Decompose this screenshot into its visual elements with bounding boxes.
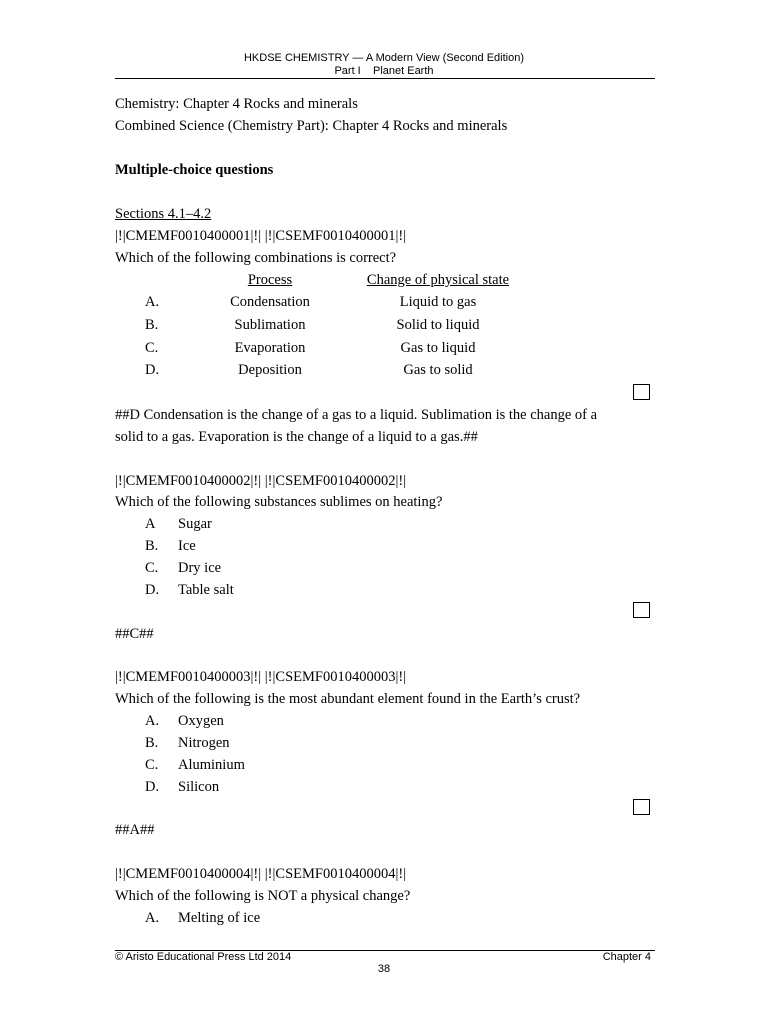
q2-answer: ##C## <box>115 626 154 642</box>
q1-row-change: Liquid to gas <box>399 294 477 310</box>
q1-row-change: Gas to liquid <box>400 340 476 356</box>
q1-col-process: Process <box>247 272 293 288</box>
q3-option-text: Oxygen <box>178 713 224 729</box>
header-title: HKDSE CHEMISTRY — A Modern View (Second Edition) <box>243 52 524 64</box>
q3-answer-checkbox[interactable] <box>633 799 650 815</box>
q2-option-text: Dry ice <box>178 560 222 576</box>
chapter-combined: Combined Science (Chemistry Part): Chapter 4 Rocks and minerals <box>115 118 508 134</box>
q3-option-text: Nitrogen <box>178 735 230 751</box>
q1-row-process: Sublimation <box>234 317 306 333</box>
footer-chapter: Chapter 4 <box>602 951 651 963</box>
q3-option-letter: C. <box>145 757 159 773</box>
q2-option-letter: B. <box>145 538 159 554</box>
q3-option-letter: D. <box>145 779 160 795</box>
q1-row-letter: B. <box>145 317 159 333</box>
header-part-name: Planet Earth <box>372 65 434 77</box>
q3-option-letter: A. <box>145 713 160 729</box>
q1-row-letter: D. <box>145 362 160 378</box>
footer-copyright: © Aristo Educational Press Ltd 2014 <box>115 951 292 963</box>
q2-option-letter: C. <box>145 560 159 576</box>
header-part-number: Part I <box>334 65 361 77</box>
sections-label: Sections 4.1–4.2 <box>115 206 212 222</box>
q3-stem: Which of the following is the most abundant element found in the Earth’s crust? <box>115 691 581 707</box>
q1-row-change: Solid to liquid <box>396 317 480 333</box>
q4-option-letter: A. <box>145 910 160 926</box>
q1-row-process: Deposition <box>238 362 302 378</box>
q3-answer: ##A## <box>115 822 155 838</box>
q1-col-change: Change of physical state <box>366 272 510 288</box>
q1-row-process: Evaporation <box>234 340 306 356</box>
q4-option-text: Melting of ice <box>178 910 261 926</box>
section-heading: Multiple-choice questions <box>115 162 274 178</box>
q1-row-process: Condensation <box>230 294 310 310</box>
q2-code: |!|CMEMF0010400002|!| |!|CSEMF0010400002|!| <box>115 473 407 489</box>
q1-answer-checkbox[interactable] <box>633 384 650 400</box>
q1-answer-line1: ##D Condensation is the change of a gas to a liquid. Sublimation is the change of a <box>115 407 598 423</box>
chapter-chemistry: Chemistry: Chapter 4 Rocks and minerals <box>115 96 358 112</box>
q2-option-text: Ice <box>178 538 196 554</box>
q3-option-text: Aluminium <box>178 757 245 773</box>
q3-code: |!|CMEMF0010400003|!| |!|CSEMF0010400003|!| <box>115 669 407 685</box>
q2-stem: Which of the following substances sublimes on heating? <box>115 494 443 510</box>
q1-row-letter: A. <box>145 294 160 310</box>
q2-option-letter: A <box>145 516 156 532</box>
q2-option-letter: D. <box>145 582 160 598</box>
q1-answer-line2: solid to a gas. Evaporation is the change of a liquid to a gas.## <box>115 429 478 445</box>
page-number: 38 <box>377 963 391 975</box>
q2-option-text: Table salt <box>178 582 234 598</box>
q3-option-letter: B. <box>145 735 159 751</box>
q1-row-letter: C. <box>145 340 159 356</box>
header-part <box>0 65 768 77</box>
q3-option-text: Silicon <box>178 779 220 795</box>
q4-stem: Which of the following is NOT a physical change? <box>115 888 411 904</box>
q1-stem: Which of the following combinations is correct? <box>115 250 397 266</box>
header-rule <box>115 78 655 79</box>
q1-code: |!|CMEMF0010400001|!| |!|CSEMF0010400001|!| <box>115 228 407 244</box>
q4-code: |!|CMEMF0010400004|!| |!|CSEMF0010400004|!| <box>115 866 407 882</box>
q1-row-change: Gas to solid <box>403 362 473 378</box>
q2-answer-checkbox[interactable] <box>633 602 650 618</box>
q2-option-text: Sugar <box>178 516 212 532</box>
